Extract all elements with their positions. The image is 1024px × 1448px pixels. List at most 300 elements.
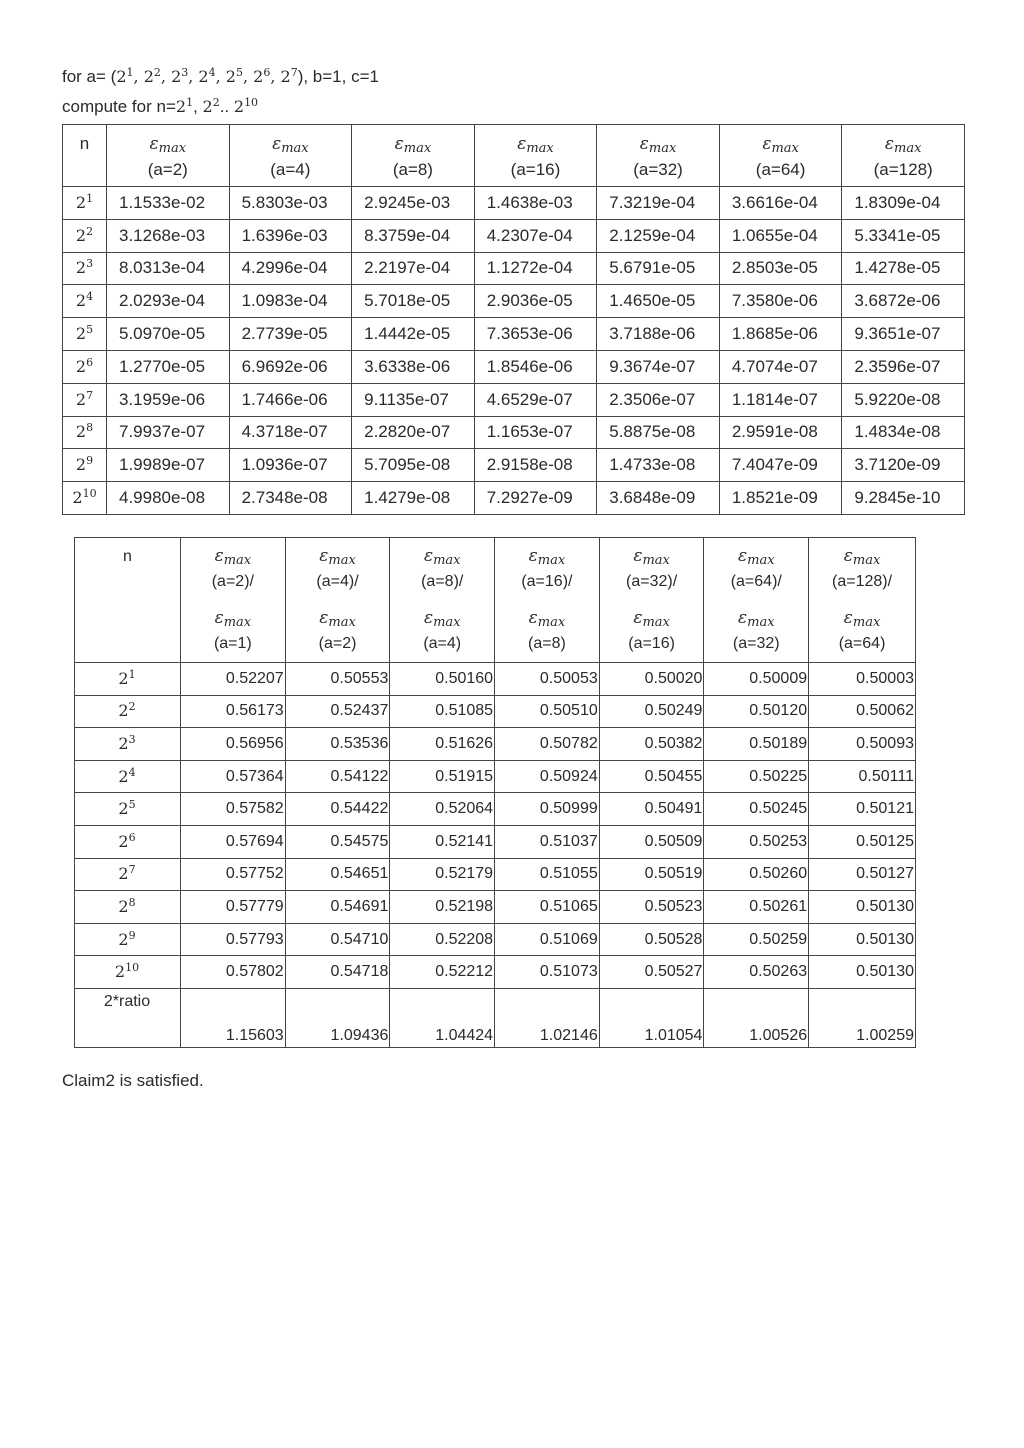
epsilon-subscript: max [894, 141, 922, 156]
epsilon-max-symbol [633, 546, 670, 566]
power-base: 2 [233, 97, 245, 116]
power-exponent: 5 [128, 798, 136, 812]
epsilon-max-symbol [215, 546, 252, 566]
ratio-summary-cell: 1.01054 [599, 988, 704, 1047]
value-cell: 3.1959e-06 [107, 383, 230, 416]
epsilon-max-symbol [424, 608, 461, 628]
n-cell [75, 760, 181, 793]
denominator-parameter: (a=2) [318, 635, 357, 652]
parameters-line [62, 67, 379, 87]
ratio-cell: 0.54422 [285, 793, 390, 826]
epsilon-letter: ε [149, 134, 159, 154]
ratio-cell: 0.50509 [599, 825, 704, 858]
ratio-cell: 0.50125 [809, 825, 916, 858]
power-of-two [144, 67, 161, 86]
epsilon-max-symbol [319, 546, 356, 566]
epsilon-letter: ε [214, 608, 224, 628]
power-of-two [76, 193, 93, 212]
power-exponent: 2 [128, 700, 136, 714]
ratio-summary-row [75, 988, 916, 1047]
value-cell: 1.4638e-03 [474, 187, 597, 220]
value-cell: 7.3219e-04 [597, 187, 720, 220]
ratio-summary-cell: 1.00526 [704, 988, 809, 1047]
power-of-two [176, 97, 193, 116]
power-of-two [118, 669, 135, 688]
epsilon-letter: ε [319, 546, 329, 566]
power-exponent: 10 [82, 487, 97, 501]
value-cell: 5.7018e-05 [352, 285, 475, 318]
n-cell [63, 383, 107, 416]
ratio-cell: 0.50130 [809, 923, 916, 956]
power-exponent: 7 [86, 388, 94, 402]
power-base: 2 [75, 455, 87, 475]
power-exponent: 5 [235, 66, 243, 79]
ratio-cell: 0.50523 [599, 891, 704, 924]
power-exponent: 9 [128, 928, 136, 942]
ratio-cell: 0.50127 [809, 858, 916, 891]
value-cell: 1.7466e-06 [229, 383, 352, 416]
n-cell [75, 695, 181, 728]
value-cell: 1.0655e-04 [719, 219, 842, 252]
table-row [63, 449, 965, 482]
value-cell: 4.2996e-04 [229, 252, 352, 285]
ratio-cell: 0.54575 [285, 825, 390, 858]
ratio-cell: 0.50249 [599, 695, 704, 728]
power-exponent: 8 [128, 895, 136, 909]
table-row [63, 318, 965, 351]
table-row [63, 350, 965, 383]
epsilon-subscript: max [537, 615, 566, 630]
denominator-parameter: (a=32) [732, 635, 780, 652]
epsilon-max-symbol [762, 134, 799, 154]
epsilon-subscript: max [852, 615, 881, 630]
power-of-two [198, 67, 215, 86]
value-cell: 2.1259e-04 [597, 219, 720, 252]
value-cell: 8.3759e-04 [352, 219, 475, 252]
ratio-cell: 0.51085 [390, 695, 495, 728]
value-cell: 7.2927e-09 [474, 482, 597, 515]
ratio-cell: 0.51065 [495, 891, 600, 924]
ratio-cell: 0.50225 [704, 760, 809, 793]
ratio-cell: 0.50553 [285, 663, 390, 696]
value-cell: 7.3580e-06 [719, 285, 842, 318]
ratio-cell: 0.54691 [285, 891, 390, 924]
value-cell: 4.9980e-08 [107, 482, 230, 515]
n-cell [75, 891, 181, 924]
column-header [107, 125, 230, 187]
power-exponent: 7 [128, 863, 136, 877]
ratio-cell: 0.50999 [495, 793, 600, 826]
epsilon-max-symbol [738, 608, 775, 628]
column-header [285, 538, 390, 663]
column-parameter: (a=64) [755, 160, 806, 179]
power-base: 2 [175, 97, 187, 116]
n-cell [63, 318, 107, 351]
epsilon-max-symbol [215, 608, 252, 628]
table-row [75, 825, 916, 858]
value-cell: 5.9220e-08 [842, 383, 965, 416]
ratio-cell: 0.57793 [181, 923, 286, 956]
power-exponent: 1 [126, 66, 134, 79]
epsilon-max-symbol [844, 546, 881, 566]
ratio-cell: 0.50491 [599, 793, 704, 826]
power-base: 2 [75, 225, 87, 245]
epsilon-subscript: max [223, 615, 252, 630]
epsilon-letter: ε [528, 608, 538, 628]
ratio-cell: 0.52198 [390, 891, 495, 924]
epsilon-subscript: max [747, 553, 775, 568]
ratio-cell: 0.50121 [809, 793, 916, 826]
power-exponent: 6 [86, 355, 94, 369]
power-exponent: 5 [86, 323, 94, 337]
compute-range-line [62, 97, 258, 117]
power-base: 2 [118, 668, 129, 688]
epsilon-letter: ε [423, 546, 434, 566]
ratio-label: 2*ratio [75, 988, 181, 1047]
power-of-two [253, 67, 270, 86]
ratio-summary-cell: 1.09436 [285, 988, 390, 1047]
epsilon-subscript: max [223, 553, 252, 568]
value-cell: 5.0970e-05 [107, 318, 230, 351]
numerator-parameter: (a=16)/ [521, 573, 573, 590]
value-cell: 3.7188e-06 [597, 318, 720, 351]
value-cell: 5.6791e-05 [597, 252, 720, 285]
value-cell: 2.2197e-04 [352, 252, 475, 285]
epsilon-subscript: max [328, 553, 356, 568]
epsilon-max-symbol [319, 608, 356, 628]
value-cell: 5.8875e-08 [597, 416, 720, 449]
denominator-parameter: (a=64) [838, 635, 886, 652]
ratio-cell: 0.53536 [285, 728, 390, 761]
value-cell: 3.6338e-06 [352, 350, 475, 383]
value-cell: 7.9937e-07 [107, 416, 230, 449]
epsilon-subscript: max [771, 141, 799, 156]
error-table [62, 124, 965, 515]
value-cell: 1.2770e-05 [107, 350, 230, 383]
power-of-two [118, 897, 135, 916]
column-header [474, 125, 597, 187]
table-row [63, 219, 965, 252]
power-of-two [76, 455, 93, 474]
epsilon-subscript: max [852, 553, 881, 568]
power-exponent: 2 [153, 66, 161, 79]
epsilon-subscript: max [642, 615, 670, 630]
ratio-cell: 0.50782 [495, 728, 600, 761]
value-cell: 2.8503e-05 [719, 252, 842, 285]
numerator-parameter: (a=4)/ [316, 573, 359, 590]
ratio-cell: 0.50455 [599, 760, 704, 793]
epsilon-max-symbol [529, 608, 566, 628]
ratio-cell: 0.57582 [181, 793, 286, 826]
ratio-cell: 0.50053 [495, 663, 600, 696]
comma: , [160, 67, 172, 86]
epsilon-letter: ε [633, 546, 643, 566]
power-base: 2 [116, 67, 127, 86]
n-cell [63, 350, 107, 383]
value-cell: 2.0293e-04 [107, 285, 230, 318]
column-header [495, 538, 600, 663]
power-of-two [76, 390, 93, 409]
ratio-cell: 0.52437 [285, 695, 390, 728]
value-cell: 9.2845e-10 [842, 482, 965, 515]
denominator-parameter: (a=8) [528, 635, 566, 652]
power-exponent: 1 [86, 191, 94, 205]
ratio-cell: 0.51069 [495, 923, 600, 956]
ratio-cell: 0.51055 [495, 858, 600, 891]
epsilon-subscript: max [433, 615, 461, 630]
column-parameter: (a=16) [510, 160, 561, 179]
value-cell: 4.2307e-04 [474, 219, 597, 252]
n-cell [63, 449, 107, 482]
ratio-cell: 0.51626 [390, 728, 495, 761]
power-base: 2 [75, 291, 87, 311]
column-parameter: (a=2) [147, 160, 188, 179]
denominator-parameter: (a=16) [628, 635, 675, 652]
epsilon-subscript: max [526, 141, 554, 156]
table-row [63, 187, 965, 220]
epsilon-letter: ε [639, 134, 649, 154]
n-cell [75, 793, 181, 826]
power-of-two [76, 324, 93, 343]
epsilon-max-symbol [844, 608, 881, 628]
power-base: 2 [198, 67, 209, 86]
ratio-cell: 0.52208 [390, 923, 495, 956]
value-cell: 1.8685e-06 [719, 318, 842, 351]
ratio-cell: 0.52179 [390, 858, 495, 891]
ratio-cell: 0.57779 [181, 891, 286, 924]
value-cell: 1.6396e-03 [229, 219, 352, 252]
value-cell: 1.8309e-04 [842, 187, 965, 220]
table-row [75, 891, 916, 924]
column-header [597, 125, 720, 187]
line1-prefix: for a= ( [62, 67, 117, 86]
power-base: 2 [280, 67, 291, 86]
n-cell [63, 219, 107, 252]
table-row [63, 383, 965, 416]
value-cell: 1.0936e-07 [229, 449, 352, 482]
epsilon-subscript: max [328, 615, 356, 630]
n-column-header: n [75, 538, 181, 663]
value-cell: 9.3651e-07 [842, 318, 965, 351]
value-cell: 2.2820e-07 [352, 416, 475, 449]
ratio-cell: 0.51073 [495, 956, 600, 989]
power-exponent: 2 [86, 224, 94, 238]
epsilon-letter: ε [528, 546, 538, 566]
value-cell: 3.7120e-09 [842, 449, 965, 482]
value-cell: 6.9692e-06 [229, 350, 352, 383]
power-of-two [76, 226, 93, 245]
ratio-cell: 0.52141 [390, 825, 495, 858]
ratio-cell: 0.50160 [390, 663, 495, 696]
power-of-two [118, 930, 135, 949]
table-header-row [63, 125, 965, 187]
power-base: 2 [118, 733, 129, 753]
power-of-two [76, 357, 93, 376]
epsilon-letter: ε [394, 134, 404, 154]
power-of-two [115, 962, 139, 981]
comma: , [270, 67, 281, 86]
epsilon-subscript: max [158, 141, 187, 156]
power-exponent: 6 [128, 830, 136, 844]
power-of-two [234, 97, 258, 116]
n-cell [75, 728, 181, 761]
value-cell: 1.1653e-07 [474, 416, 597, 449]
ratio-cell: 0.52207 [181, 663, 286, 696]
value-cell: 1.1272e-04 [474, 252, 597, 285]
n-cell [63, 187, 107, 220]
power-base: 2 [118, 929, 129, 949]
power-exponent: 3 [181, 66, 189, 79]
epsilon-letter: ε [738, 546, 748, 566]
column-header [599, 538, 704, 663]
comma: , [242, 67, 254, 86]
numerator-parameter: (a=64)/ [730, 573, 782, 590]
epsilon-max-symbol [517, 134, 554, 154]
value-cell: 9.3674e-07 [597, 350, 720, 383]
epsilon-letter: ε [214, 546, 224, 566]
value-cell: 3.6848e-09 [597, 482, 720, 515]
comma: , [188, 67, 199, 86]
epsilon-letter: ε [762, 134, 772, 154]
table-header-row [75, 538, 916, 663]
ratio-cell: 0.50003 [809, 663, 916, 696]
ratio-cell: 0.50189 [704, 728, 809, 761]
value-cell: 1.4442e-05 [352, 318, 475, 351]
power-exponent: 4 [86, 290, 94, 304]
column-header [229, 125, 352, 187]
power-base: 2 [118, 896, 129, 916]
comma: , [133, 67, 144, 86]
power-exponent: 3 [128, 732, 136, 746]
column-header [352, 125, 475, 187]
column-parameter: (a=4) [270, 160, 311, 179]
epsilon-max-symbol [529, 546, 566, 566]
table-row [75, 793, 916, 826]
value-cell: 5.7095e-08 [352, 449, 475, 482]
power-of-two [118, 734, 135, 753]
ratio-cell: 0.57694 [181, 825, 286, 858]
column-header [842, 125, 965, 187]
power-of-two [72, 488, 96, 507]
n-cell [75, 923, 181, 956]
ratio-cell: 0.50519 [599, 858, 704, 891]
power-base: 2 [202, 97, 213, 116]
value-cell: 3.1268e-03 [107, 219, 230, 252]
epsilon-subscript: max [642, 553, 670, 568]
power-base: 2 [171, 67, 182, 86]
value-cell: 1.4834e-08 [842, 416, 965, 449]
epsilon-letter: ε [738, 608, 748, 628]
power-of-two [76, 258, 93, 277]
power-of-two [118, 799, 135, 818]
power-of-two [171, 67, 188, 86]
epsilon-max-symbol [150, 134, 187, 154]
ratio-cell: 0.50111 [809, 760, 916, 793]
epsilon-max-symbol [640, 134, 677, 154]
power-of-two [118, 832, 135, 851]
power-exponent: 7 [290, 66, 298, 79]
column-header [719, 125, 842, 187]
separator: , [193, 97, 203, 116]
column-header [809, 538, 916, 663]
value-cell: 2.7739e-05 [229, 318, 352, 351]
value-cell: 1.1814e-07 [719, 383, 842, 416]
n-cell [75, 825, 181, 858]
power-base: 2 [75, 356, 87, 376]
ratio-cell: 0.56956 [181, 728, 286, 761]
epsilon-max-symbol [738, 546, 775, 566]
ratio-cell: 0.50009 [704, 663, 809, 696]
table-row [75, 923, 916, 956]
ratio-cell: 0.50130 [809, 891, 916, 924]
numerator-parameter: (a=128)/ [832, 573, 893, 590]
value-cell: 2.9036e-05 [474, 285, 597, 318]
numerator-parameter: (a=2)/ [211, 573, 254, 590]
epsilon-letter: ε [633, 608, 643, 628]
ratio-cell: 0.50130 [809, 956, 916, 989]
ratio-cell: 0.56173 [181, 695, 286, 728]
power-exponent: 4 [128, 765, 136, 779]
power-of-two [118, 701, 135, 720]
ratio-table [74, 537, 916, 1048]
value-cell: 9.1135e-07 [352, 383, 475, 416]
value-cell: 1.8521e-09 [719, 482, 842, 515]
ratio-cell: 0.54718 [285, 956, 390, 989]
epsilon-letter: ε [272, 134, 282, 154]
ratio-cell: 0.50382 [599, 728, 704, 761]
epsilon-max-symbol [633, 608, 670, 628]
value-cell: 5.8303e-03 [229, 187, 352, 220]
line2-prefix: compute for n= [62, 97, 176, 116]
power-base: 2 [75, 389, 87, 409]
power-of-two [203, 97, 220, 116]
n-cell [63, 482, 107, 515]
power-exponent: 1 [186, 96, 194, 109]
value-cell: 5.3341e-05 [842, 219, 965, 252]
n-cell [75, 663, 181, 696]
epsilon-max-symbol [885, 134, 922, 154]
value-cell: 2.9591e-08 [719, 416, 842, 449]
epsilon-letter: ε [843, 608, 853, 628]
power-exponent: 10 [244, 96, 259, 109]
ratio-cell: 0.50510 [495, 695, 600, 728]
power-exponent: 1 [128, 667, 136, 681]
power-base: 2 [75, 324, 87, 344]
power-of-two [118, 864, 135, 883]
value-cell: 7.4047e-09 [719, 449, 842, 482]
epsilon-subscript: max [537, 553, 566, 568]
table-row [75, 663, 916, 696]
power-base: 2 [75, 422, 87, 442]
ratio-summary-cell: 1.00259 [809, 988, 916, 1047]
n-cell [63, 252, 107, 285]
table-row [75, 695, 916, 728]
ratio-cell: 0.50263 [704, 956, 809, 989]
ratio-cell: 0.50020 [599, 663, 704, 696]
power-base: 2 [118, 831, 129, 851]
table-row [63, 252, 965, 285]
power-base: 2 [253, 67, 264, 86]
power-base: 2 [75, 258, 87, 278]
power-of-two [76, 291, 93, 310]
denominator-parameter: (a=1) [213, 635, 252, 652]
ratio-cell: 0.57802 [181, 956, 286, 989]
separator: .. [219, 97, 234, 116]
epsilon-letter: ε [843, 546, 853, 566]
column-parameter: (a=128) [873, 160, 933, 179]
power-exponent: 9 [86, 454, 94, 468]
value-cell: 1.8546e-06 [474, 350, 597, 383]
